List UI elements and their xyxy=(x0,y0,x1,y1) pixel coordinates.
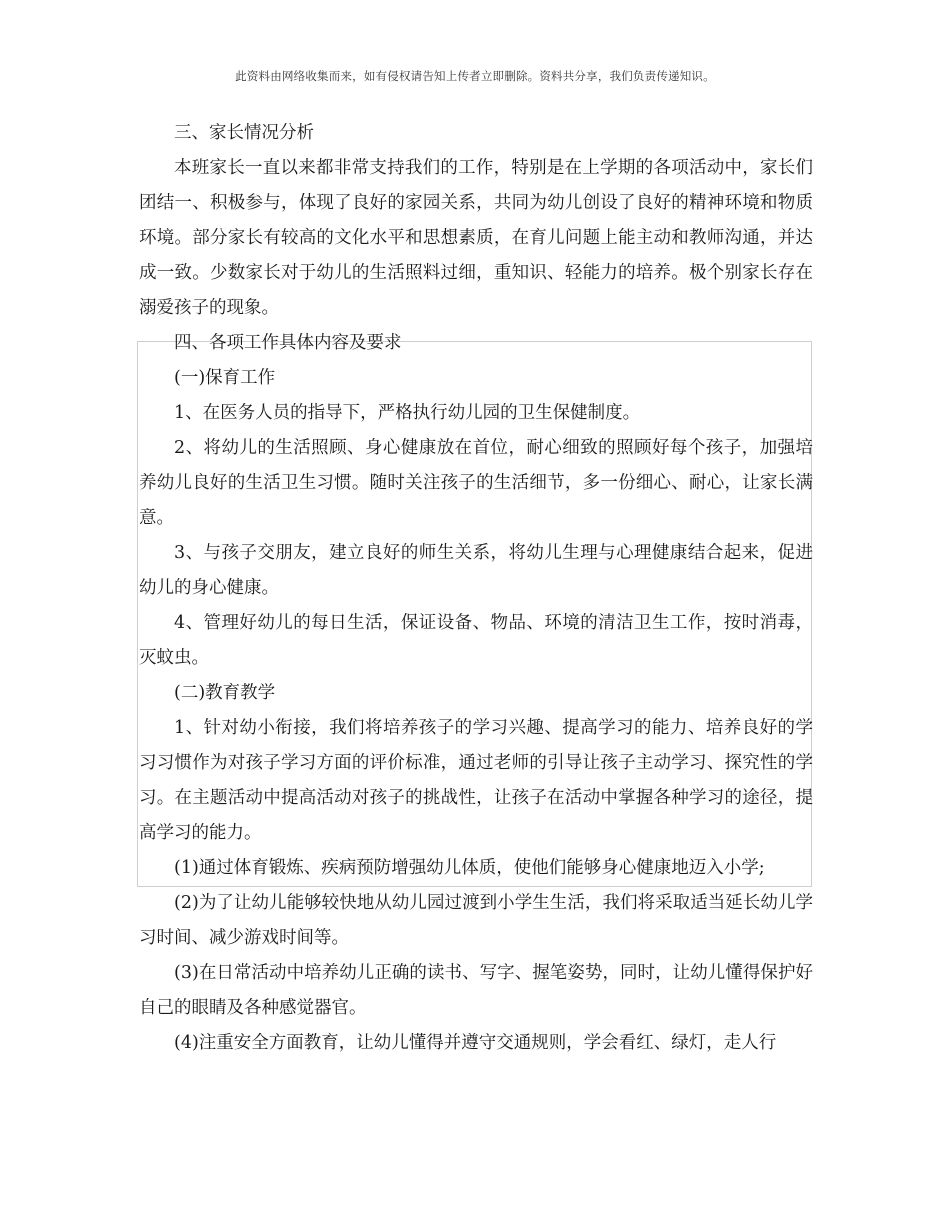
education-item-1: 1、针对幼小衔接，我们将培养孩子的学习兴趣、提高学习的能力、培养良好的学习习惯作为对孩子学习方面的评价标准，通过老师的引导让孩子主动学习、探究性的学习。在主题活动中提高活动对孩子的挑战性，让孩子在活动中掌握各种学习的途径，提高学习的能力。 xyxy=(139,718,813,843)
care-item-1: 1、在医务人员的指导下，严格执行幼儿园的卫生保健制度。 xyxy=(174,403,641,423)
education-item-1-4: (4)注重安全方面教育，让幼儿懂得并遵守交通规则，学会看红、绿灯，走人行 xyxy=(174,1033,777,1053)
section-heading-work-content: 四、各项工作具体内容及要求 xyxy=(174,333,402,353)
care-item-2: 2、将幼儿的生活照顾、身心健康放在首位，耐心细致的照顾好每个孩子，加强培养幼儿良好的生活卫生习惯。随时关注孩子的生活细节，多一份细心、耐心，让家长满意。 xyxy=(139,438,813,528)
education-item-1-3: (3)在日常活动中培养幼儿正确的读书、写字、握笔姿势，同时，让幼儿懂得保护好自己的眼睛及各种感觉器官。 xyxy=(139,963,813,1018)
care-item-4: 4、管理好幼儿的每日生活，保证设备、物品、环境的清洁卫生工作，按时消毒，灭蚊虫。 xyxy=(139,613,813,668)
care-item-3: 3、与孩子交朋友，建立良好的师生关系，将幼儿生理与心理健康结合起来，促进幼儿的身心健康。 xyxy=(139,543,813,598)
paragraph-parents-analysis: 本班家长一直以来都非常支持我们的工作，特别是在上学期的各项活动中，家长们团结一、积极参与，体现了良好的家园关系，共同为幼儿创设了良好的精神环境和物质环境。部分家长有较高的文化水平和思想素质，在育儿问题上能主动和教师沟通，并达成一致。少数家长对于幼儿的生活照料过细，重知识、轻能力的培养。极个别家长存在溺爱孩子的现象。 xyxy=(139,158,813,318)
education-item-1-2: (2)为了让幼儿能够较快地从幼儿园过渡到小学生生活，我们将采取适当延长幼儿学习时间、减少游戏时间等。 xyxy=(139,893,813,948)
subsection-heading-care: (一)保育工作 xyxy=(174,368,276,388)
section-heading-parents: 三、家长情况分析 xyxy=(174,123,314,143)
document-body xyxy=(139,116,813,1061)
subsection-heading-education: (二)教育教学 xyxy=(174,683,276,703)
header-disclaimer: 此资料由网络收集而来，如有侵权请告知上传者立即删除。资料共分享，我们负责传递知识。 xyxy=(235,69,715,83)
education-item-1-1: (1)通过体育锻炼、疾病预防增强幼儿体质，使他们能够身心健康地迈入小学; xyxy=(174,858,765,878)
